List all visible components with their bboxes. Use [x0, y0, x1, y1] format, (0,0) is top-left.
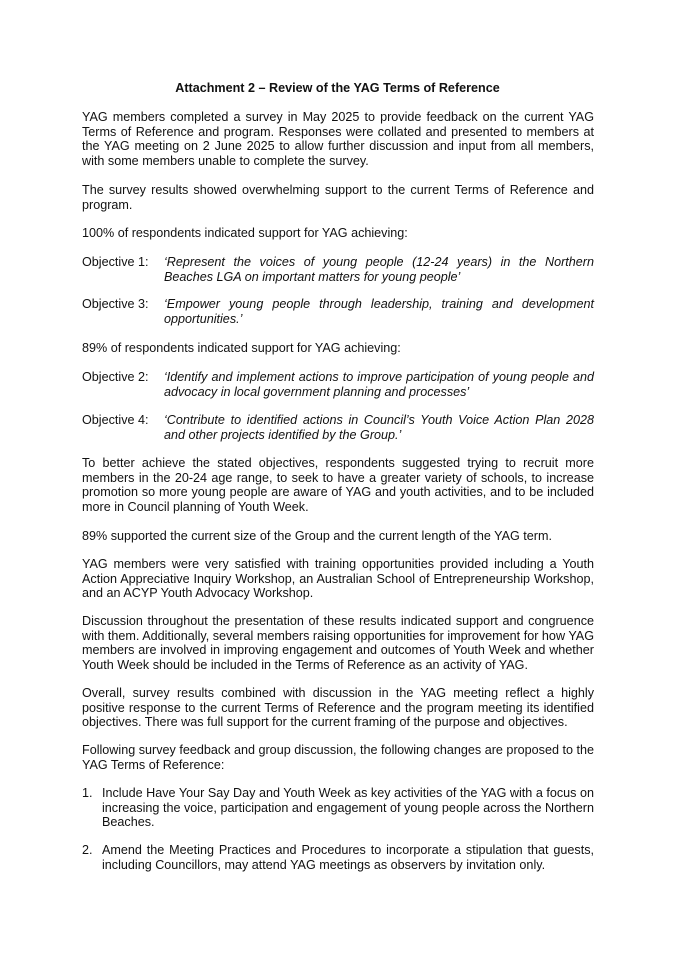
- changes-intro-paragraph: Following survey feedback and group discussion, the following changes are proposed to the YAG Terms of Reference:: [82, 743, 594, 772]
- support-89-paragraph: 89% of respondents indicated support for YAG achieving:: [82, 341, 401, 355]
- list-item-text: Include Have Your Say Day and Youth Week as key activities of the YAG with a focus on increasing the voice, participation and engagement of young people across the Northern Beaches.: [102, 786, 594, 830]
- support-100-paragraph: 100% of respondents indicated support for YAG achieving:: [82, 226, 408, 240]
- objective-text: ‘Represent the voices of young people (12-24 years) in the Northern Beaches LGA on important matters for young people’: [164, 255, 594, 284]
- list-item-number: 1.: [82, 786, 93, 800]
- intro-paragraph: YAG members completed a survey in May 2025 to provide feedback on the current YAG Terms of Reference and program. Responses were collated and presented to members at the YAG meeting on 2 June 2025 to allow further discussion and input from all members, with some members unable to complete the survey.: [82, 110, 594, 169]
- overall-paragraph: Overall, survey results combined with discussion in the YAG meeting reflect a highly positive response to the current Terms of Reference and the program meeting its identified objectives. There was full support for the current framing of the purpose and objectives.: [82, 686, 594, 730]
- suggestions-paragraph: To better achieve the stated objectives, respondents suggested trying to recruit more members in the 20-24 age range, to seek to have a greater variety of schools, to increase promotion so more young people are aware of YAG and youth activities, and to be included more in Council planning of Youth Week.: [82, 456, 594, 515]
- objective-text: ‘Contribute to identified actions in Council’s Youth Voice Action Plan 2028 and other projects identified by the Group.’: [164, 413, 594, 442]
- discussion-paragraph: Discussion throughout the presentation of these results indicated support and congruence with them. Additionally, several members raising opportunities for improvement for how YAG members are involved in improving engagement and outcomes of Youth Week and whether Youth Week should be included in the Terms of Reference as an activity of YAG.: [82, 614, 594, 673]
- document-title: Attachment 2 – Review of the YAG Terms of Reference: [175, 81, 500, 95]
- survey-support-paragraph: The survey results showed overwhelming support to the current Terms of Reference and program.: [82, 183, 594, 212]
- objective-label: Objective 2:: [82, 370, 149, 384]
- objective-label: Objective 4:: [82, 413, 149, 427]
- list-item-text: Amend the Meeting Practices and Procedures to incorporate a stipulation that guests, including Councillors, may attend YAG meetings as observers by invitation only.: [102, 843, 594, 872]
- objective-label: Objective 3:: [82, 297, 149, 311]
- training-paragraph: YAG members were very satisfied with training opportunities provided including a Youth Action Appreciative Inquiry Workshop, an Australian School of Entrepreneurship Workshop, and an ACYP Youth Advocacy Workshop.: [82, 557, 594, 601]
- group-size-paragraph: 89% supported the current size of the Group and the current length of the YAG term.: [82, 529, 552, 543]
- list-item-number: 2.: [82, 843, 93, 857]
- objective-text: ‘Identify and implement actions to improve participation of young people and advocacy in local government planning and processes’: [164, 370, 594, 399]
- objective-text: ‘Empower young people through leadership, training and development opportunities.’: [164, 297, 594, 326]
- objective-label: Objective 1:: [82, 255, 149, 269]
